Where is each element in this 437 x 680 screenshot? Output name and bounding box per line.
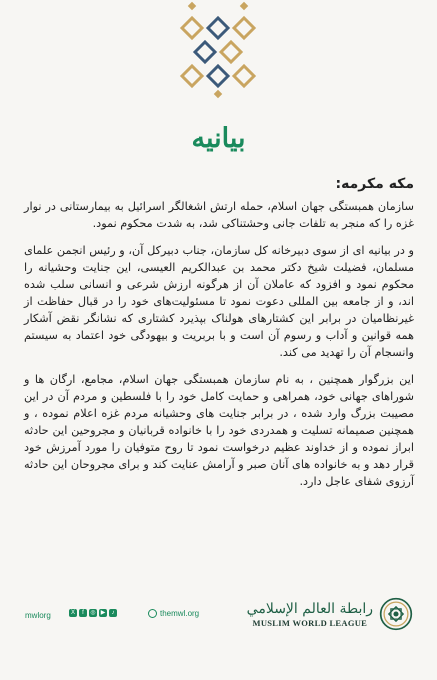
instagram-icon[interactable]: ◎ [90, 610, 96, 616]
logo-arabic-text: رابطة العالم الإسلامي [246, 601, 373, 617]
paragraph-2: و در بیانیه ای از سوی دبیرخانه کل سازمان، جناب دبیرکل آن، و رئیس انجمن علمای مسلمان، فضیلت شیخ دکتر محمد بن عبدالکریم العیسی، این جنایت وحشیانه را محکوم نمود و افزود که عاملان آن از هرگونه ارزش شرعی و انسانی سلب شده اند، و از جامعه بین المللی دعوت نمود تا مسئولیت‌های خود را در قبال حفاظت از غیرنظامیان در برابر این کشتارهای هولناک بپذیرد کشتاری که نشانگر نقض آشکار همه قوانین و آداب و رسوم آن است و با بربریت و بیهودگی خود اعتماد به سیستم وانسجام آن را تهدید می کند. [24, 244, 414, 359]
decorative-pattern [168, 0, 268, 100]
youtube-icon[interactable]: ▶ [100, 610, 106, 616]
page-title: بيانيه [191, 123, 246, 154]
mwl-emblem-icon [379, 597, 413, 631]
globe-icon [148, 609, 157, 618]
mwl-logo [247, 597, 413, 631]
social-handle[interactable]: mwlorg [25, 611, 51, 620]
paragraph-3: این بزرگوار همچنین ، به نام سازمان همبستگی جهان اسلام، مجامع، ارگان ها و شوراهای جهانی خود، همراهی و حمایت کامل خود را با فلسطین و مردم آن در این مصیبت بزرگ وارد شده ، در برابر جنایت های وحشیانه مردم غزه اعلام نموده ، و همچنین صمیمانه تسلیت و همدردی خود را با خانواده قربانیان و مجروحین این حادثه ابراز نموده و از خداوند عظیم درخواست نمود تا روح متوفیان را مورد آمرزش خود قرار دهد و به خانواده های آنان صبر و آرامش عنایت کند و برای مجروحان این حادثه آرزوی شفای عاجل دارد. [24, 373, 414, 488]
facebook-icon[interactable]: f [79, 609, 87, 617]
tiktok-icon[interactable]: ♪ [109, 609, 117, 617]
website-label: themwl.org [160, 609, 200, 618]
social-icons [69, 609, 117, 617]
logo-english-text: MUSLIM WORLD LEAGUE [252, 618, 368, 628]
salutation: مکه مکرمه: [335, 176, 414, 192]
footer [0, 594, 437, 640]
statement-body [24, 174, 414, 500]
paragraph-1: سازمان همبستگی جهان اسلام، حمله ارتش اشغالگر اسرائیل به بیمارستانی در نوار غزه را که منجر به تلفات جانی وحشتناکی شد، به شدت محکوم نمود. [24, 200, 414, 230]
website-link[interactable] [148, 609, 199, 618]
x-icon[interactable]: X [70, 610, 75, 616]
